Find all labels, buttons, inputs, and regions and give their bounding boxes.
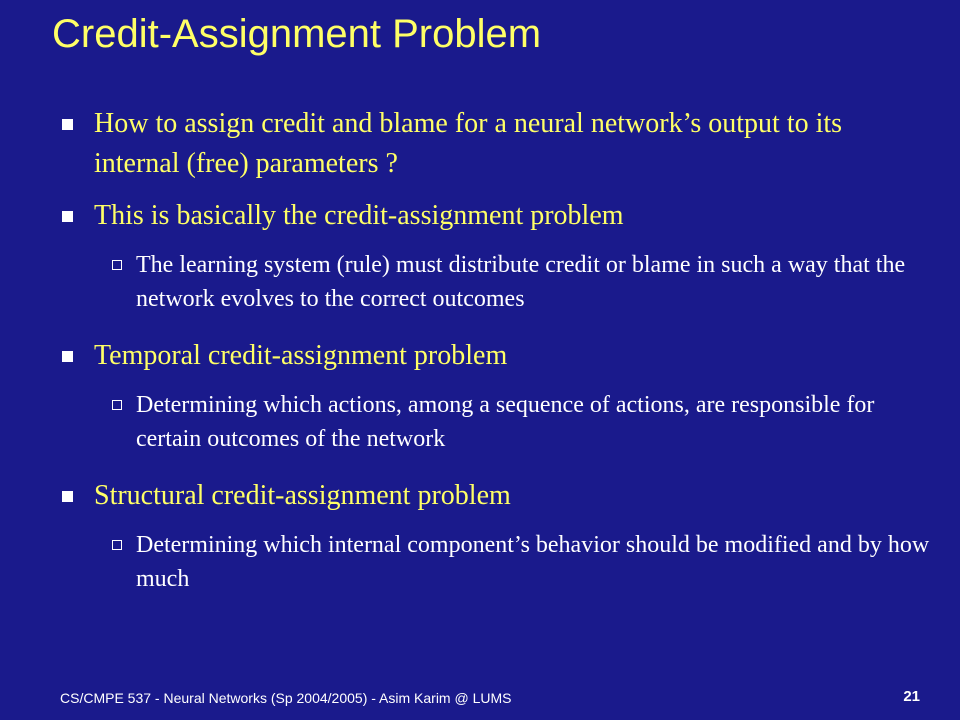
hollow-square-bullet-icon <box>112 260 122 270</box>
sub-bullet-item <box>112 248 932 316</box>
bullet-list <box>62 104 932 596</box>
slide-footer: CS/CMPE 537 - Neural Networks (Sp 2004/2005) - Asim Karim @ LUMS <box>60 690 512 706</box>
bullet-item <box>62 196 932 236</box>
bullet-text: How to assign credit and blame for a neural network’s output to its internal (free) parameters ? <box>94 108 843 179</box>
bullet-text: Structural credit-assignment problem <box>94 480 511 511</box>
bullet-text: Temporal credit-assignment problem <box>94 340 508 371</box>
hollow-square-bullet-icon <box>112 400 122 410</box>
square-bullet-icon <box>62 211 73 222</box>
square-bullet-icon <box>62 119 73 130</box>
bullet-item <box>62 336 932 376</box>
sub-bullet-item <box>112 388 932 456</box>
bullet-item <box>62 476 932 516</box>
sub-bullet-text: Determining which internal component’s behavior should be modified and by how much <box>136 532 930 592</box>
hollow-square-bullet-icon <box>112 540 122 550</box>
sub-bullet-text: The learning system (rule) must distribute credit or blame in such a way that the network evolves to the correct outcomes <box>136 252 906 312</box>
sub-bullet-item <box>112 528 932 596</box>
square-bullet-icon <box>62 491 73 502</box>
bullet-item <box>62 104 932 184</box>
sub-bullet-text: Determining which actions, among a sequence of actions, are responsible for certain outcomes of the network <box>136 392 875 452</box>
slide-title: Credit-Assignment Problem <box>52 12 542 56</box>
page-number: 21 <box>903 688 920 705</box>
bullet-text: This is basically the credit-assignment problem <box>94 200 624 231</box>
square-bullet-icon <box>62 351 73 362</box>
